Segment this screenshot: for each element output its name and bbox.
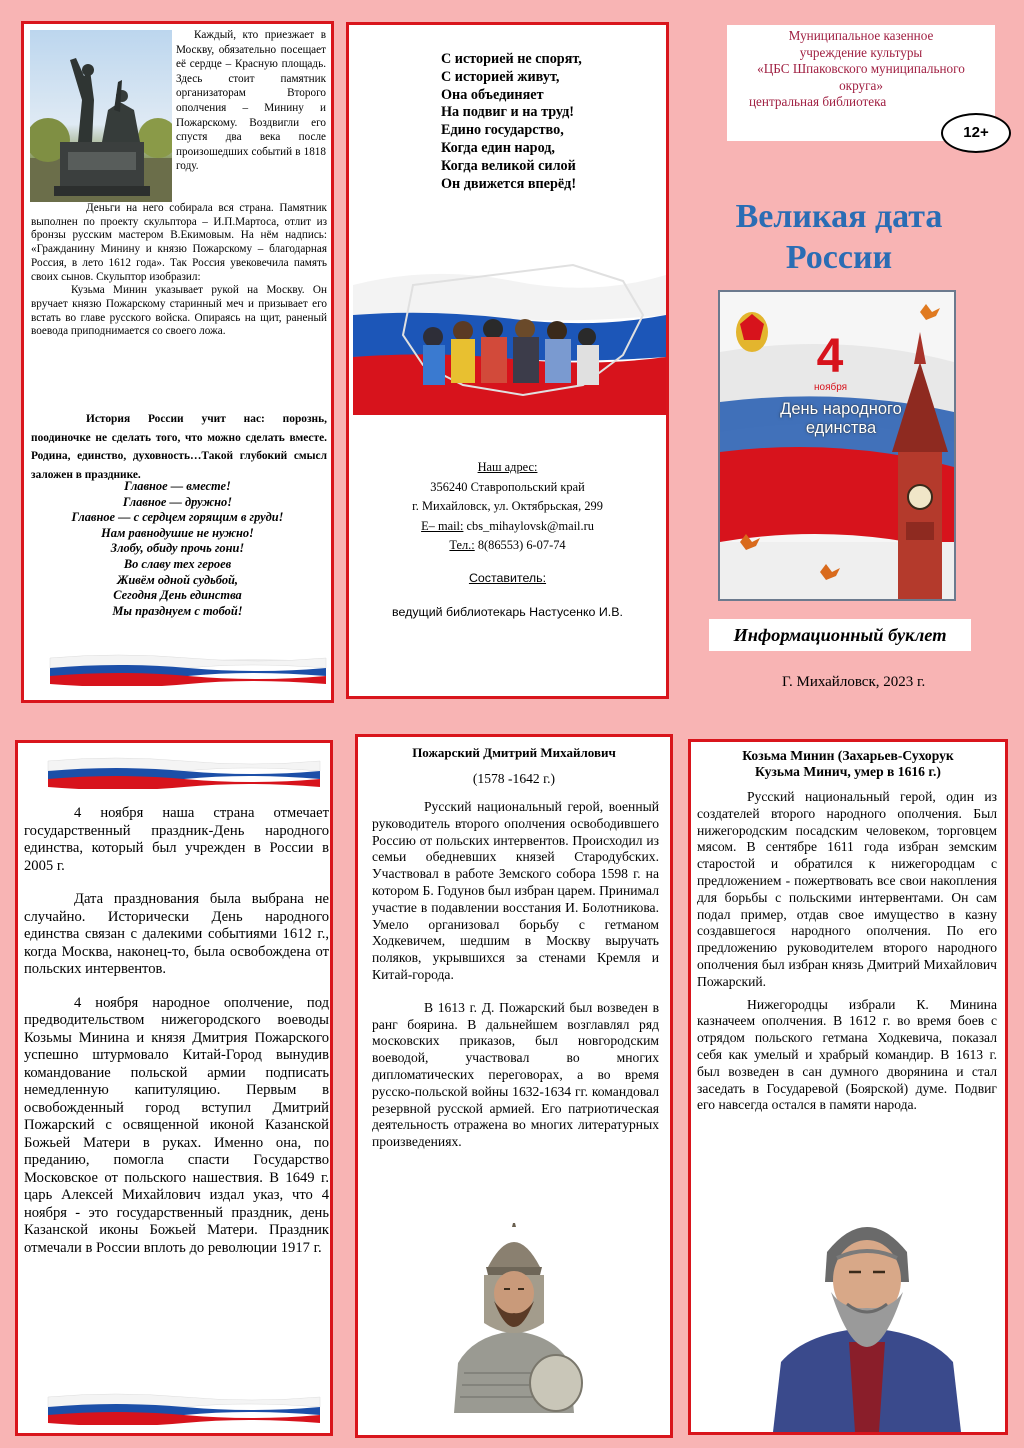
monument-illustration [30, 30, 172, 202]
panel-verse-address [346, 22, 669, 699]
minin-heading [691, 748, 1005, 781]
holiday-history-text [24, 805, 329, 1273]
minin-bio [697, 789, 997, 1120]
lesson-text [31, 410, 327, 484]
monument-body [31, 202, 327, 339]
flag-map-illustration [353, 245, 666, 415]
bio-paragraph: Русский национальный герой, один из создателей второго народного ополчения. Был нижегородским посадским человеком, торговцем мясом. В сентябре 1611 года избран земским старостой и обратился к нижегородцам с предложением - пожертвовать все свои накопления для борьбы с польскими интервентами. Он сам подал пример, отдав свое имущество в казну создавшегося народного ополчения. По его предложению руководителем второго народного ополчения был избран князь Дмитрий Михайлович Пожарский. [697, 789, 997, 989]
org-line: учреждение культуры [799, 44, 923, 60]
poem-line: Во славу тех героев [123, 556, 232, 571]
panel-minin [688, 739, 1008, 1435]
history-paragraph: 4 ноября наша страна отмечает государственный праздник-День народного единства, который был учрежден в России в 2005 г. [24, 805, 329, 874]
poster-date-number: 4 [816, 330, 844, 383]
phone-label: Тел.: [449, 538, 475, 552]
pozharsky-heading: Пожарский Дмитрий Михайлович [412, 745, 616, 760]
phone-row [349, 536, 666, 556]
pozharsky-bio [372, 799, 659, 1167]
org-line: центральная библиотека [749, 94, 887, 110]
monument-intro [176, 28, 326, 174]
address-title: Наш адрес: [477, 460, 538, 474]
poster-title-line: единства [805, 419, 877, 437]
minin-portrait [767, 1192, 967, 1432]
verse-line: С историей живут, [441, 68, 560, 85]
lesson-paragraph: История России учит нас: порознь, поодиночке не сделать того, что можно сделать вместе. Родина, единство, духовность…Такой глубокий смысл заложен в празднике. [31, 413, 327, 481]
heading-line: Кузьма Минич, умер в 1616 г.) [755, 764, 941, 780]
compiler-block [349, 571, 666, 619]
org-line: округа» [839, 77, 883, 93]
email-label: E– mail: [421, 518, 464, 533]
flag-ribbon [46, 1391, 322, 1425]
poem-line: Главное — вместе! [124, 479, 231, 493]
verse-line: На подвиг и на труд! [441, 104, 575, 121]
verse-line: Он движется вперёд! [441, 175, 577, 192]
poster-title-line: День народного [780, 400, 902, 418]
poster-date-month: ноября [814, 382, 848, 393]
title-line: Великая дата [735, 198, 943, 235]
people-flag-image [353, 245, 666, 415]
org-line: «ЦБС Шпаковского муниципального [757, 61, 965, 77]
city-year: Г. Михайловск, 2023 г. [782, 674, 926, 690]
poem-line: Нам равнодушие не нужно! [101, 525, 254, 540]
poem-line: Главное — с сердцем горящим в груди! [71, 510, 284, 525]
panel-monument [21, 21, 334, 703]
bio-paragraph: Русский национальный герой, военный руководитель второго ополчения освободившего Россию от польских интервентов. Происходил из семьи обедневших князей Стародубских. Участвовал в работе Земского собора 1598 г. на котором Б. Годунов был избран царем. Принимал участие в подавлении восстания И. Болотникова. Умело организовал борьбу с гетманом Ходкевичем, шедшим в Москву выручать поляков, укрывшихся за стенами Кремля и Китай-города. [372, 799, 659, 982]
verse-line: Она объединяет [441, 86, 544, 103]
body-paragraph-2: Кузьма Минин указывает рукой на Москву. Он вручает князю Пожарскому старинный меч и призывает его встать во главе русского войска. Опираясь на щит, раненый воевода приподнимается со своего ложа. [31, 284, 327, 338]
phone-value: 8(86553) 6-07-74 [474, 538, 566, 552]
history-paragraph: Дата празднования была выбрана не случайно. Исторически День народного единства связан с далекими событиями 1612 г., когда Москва, наконец-то, была освобождена от польских интервентов. [24, 891, 329, 977]
bio-paragraph: В 1613 г. Д. Пожарский был возведен в ранг боярина. В дальнейшем возглавлял ряд московских приказов, был новгородским воеводой, участвовал во многих дипломатических переговорах, а во время русско-польской войны 1632-1634 гг. командовал резервной русской армией. Его патриотическая деятельность отражена во многих литературных произведениях. [372, 999, 659, 1150]
org-line: Муниципальное казенное [788, 28, 934, 43]
page-title [700, 196, 978, 278]
email-row [349, 517, 666, 537]
pozharsky-portrait [444, 1223, 584, 1413]
address-line: 356240 Ставропольский край [430, 479, 585, 494]
email-value[interactable]: cbs_mihaylovsk@mail.ru [463, 518, 594, 533]
poem-line: Главное — дружно! [122, 494, 233, 509]
intro-text: Каждый, кто приезжает в Москву, обязательно посещает её сердце – Красную площадь. Здесь стоит памятник организаторам Второго ополчения – Минину и Пожарскому. Воздвигли его спустя два века после произошедших событий в 1818 году. [176, 29, 326, 173]
panel-pozharsky [355, 734, 673, 1438]
poem-line: Живём одной судьбой, [116, 572, 239, 587]
body-paragraph-1: Деньги на него собирала вся страна. Памятник выполнен по проекту скульптора – И.П.Мартоса, отлит из бронзы русским мастером В.Екимовым. На нём надпись: «Гражданину Минину и князю Пожарскому – благодарная Россия, в лето 1612 года». Так Россия увековечила память своих сынов. Скульптор изобразил: [31, 202, 327, 283]
verse-line: Когда великой силой [441, 157, 576, 174]
monument-photo [30, 30, 172, 202]
address-line: г. Михайловск, ул. Октябрьская, 299 [412, 499, 603, 513]
title-line: России [785, 239, 893, 276]
flag-ribbon [48, 652, 328, 686]
poem-line: Сегодня День единства [113, 588, 242, 603]
history-paragraph: 4 ноября народное ополчение, под предводительством нижегородского воеводы Козьмы Минина и князя Дмитрия Пожарского успешно штурмовало Китай-Город вынудив командование польской армии подписать немедленную капитуляцию. Первым в освобожденный город вступил Дмитрий Пожарский с освященной иконой Казанской Божьей Матери в руках. Именно она, по преданию, помогла спасти Государство Московское от польского нашествия. В 1649 г. царь Алексей Михайлович издал указ, что 4 ноября - это государственный праздник, день Казанской иконы Божьей Матери. Праздник отмечали в России вплоть до революции 1917 г. [24, 994, 329, 1256]
pozharsky-years: (1578 -1642 г.) [472, 771, 556, 786]
panel-holiday-history [15, 740, 333, 1436]
booklet-type-label: Информационный буклет [709, 619, 971, 651]
poem-line: Мы празднуем с тобой! [112, 603, 243, 618]
flag-ribbon [46, 755, 322, 789]
poster-title [726, 400, 956, 438]
verse-line: Когда един народ, [441, 139, 555, 156]
age-rating-badge: 12+ [941, 113, 1011, 153]
heading-line: Козьма Минин (Захарьев-Сухорук [742, 748, 954, 763]
library-address [349, 458, 666, 556]
unity-poem [24, 479, 331, 619]
unity-day-poster [718, 290, 956, 601]
verse-line: С историей не спорят, [441, 51, 582, 67]
bio-paragraph: Нижегородцы избрали К. Минина казначеем ополчения. В 1612 г. во время боев с отрядом польского гетмана Ходкевича, показал себя как умелый и храбрый командир. В 1613 г. был возведен в сан думного дворянина и стал заседать в Государевой (Боярской) думе. Подвиг его навсегда остался в памяти народа. [697, 996, 997, 1113]
compiler-name: ведущий библиотекарь Настусенко И.В. [392, 605, 623, 619]
compiler-title: Составитель: [468, 571, 547, 585]
verse-line: Едино государство, [441, 122, 564, 139]
history-verse [441, 51, 665, 193]
poem-line: Злобу, обиду прочь гони! [110, 541, 245, 556]
